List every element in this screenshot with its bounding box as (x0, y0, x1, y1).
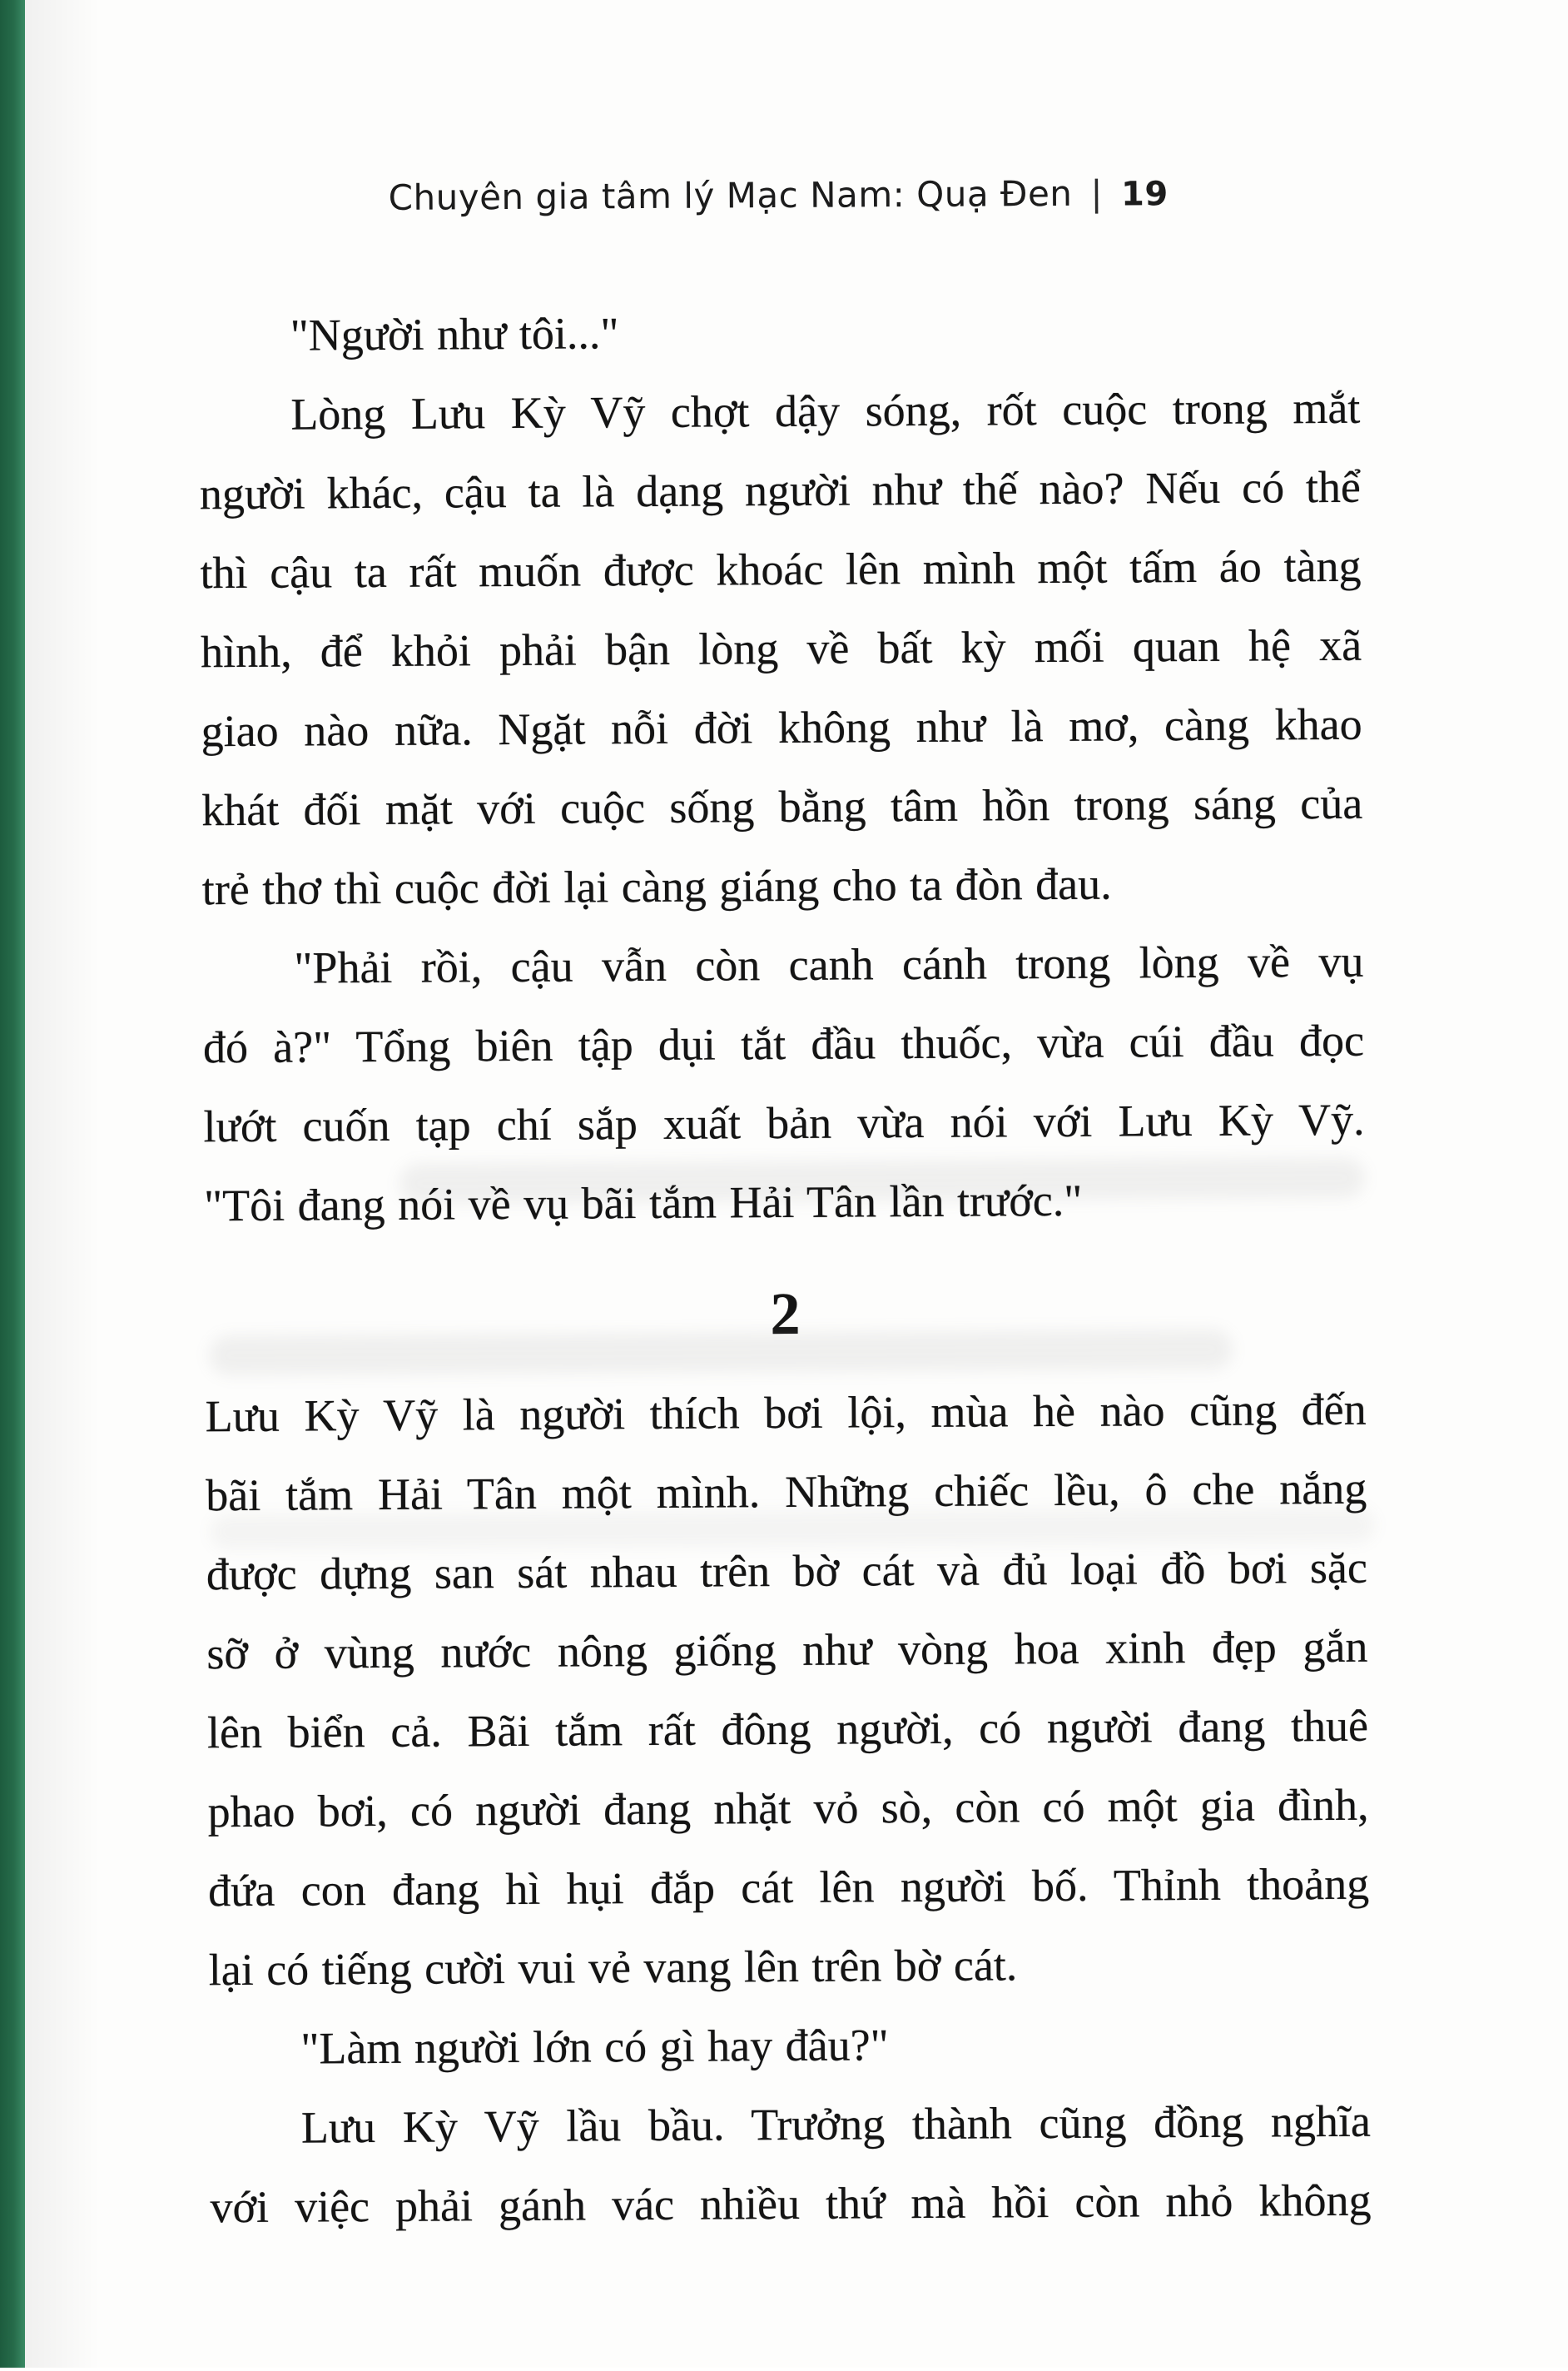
text-line: hình, để khỏi phải bận lòng về bất kỳ mối quan hệ xã (200, 619, 1362, 678)
page-content (196, 0, 1372, 2371)
text-line: "Người như tôi..." (290, 308, 619, 360)
text-line: trẻ thơ thì cuộc đời lại càng giáng cho ta đòn đau. (201, 858, 1112, 915)
text-line: Lưu Kỳ Vỹ là người thích bơi lội, mùa hè nào cũng đến (205, 1384, 1367, 1442)
text-line: lướt cuốn tạp chí sắp xuất bản vừa nói với Lưu Kỳ Vỹ. (203, 1094, 1365, 1152)
text-line: phao bơi, có người đang nhặt vỏ sò, còn có một gia đình, (207, 1779, 1369, 1837)
running-header (198, 167, 1359, 226)
text-line: lên biển cả. Bãi tắm rất đông người, có người đang thuê (206, 1700, 1369, 1758)
text-line: được dựng san sát nhau trên bờ cát và đủ loại đồ bơi sặc (206, 1542, 1368, 1600)
text-line: bãi tắm Hải Tân một mình. Những chiếc lều, ô che nắng (206, 1463, 1367, 1521)
text-line: "Làm người lớn có gì hay đâu?" (300, 2020, 889, 2074)
text-line: đứa con đang hì hụi đắp cát lên người bố. Thỉnh thoảng (207, 1858, 1370, 1916)
text-line: "Phải rồi, cậu vẫn còn canh cánh trong lòng về vụ (294, 936, 1364, 993)
text-line: người khác, cậu ta là dạng người như thế nào? Nếu có thể (199, 461, 1362, 519)
text-line: lại có tiếng cười vui vẻ vang lên trên bờ cát. (208, 1940, 1018, 1996)
body-text-block-2 (205, 1370, 1371, 2248)
text-line: Lòng Lưu Kỳ Vỹ chợt dậy sóng, rốt cuộc trong mắt (290, 382, 1361, 440)
text-line: giao nào nữa. Ngặt nỗi đời không như là mơ, càng khao (201, 698, 1362, 757)
text-line: đó à?" Tổng biên tập dụi tắt đầu thuốc, vừa cúi đầu đọc (202, 1015, 1365, 1073)
text-line: với việc phải gánh vác nhiều thứ mà hồi còn nhỏ không (210, 2175, 1372, 2233)
book-cover-edge (0, 0, 25, 2368)
bleedthrough-smudge (209, 1330, 1233, 1376)
gutter-shadow (25, 0, 100, 2368)
running-title: Chuyên gia tâm lý Mạc Nam: Quạ Đen (388, 172, 1073, 218)
text-line: khát đối mặt với cuộc sống bằng tâm hồn trong sáng của (201, 778, 1363, 836)
text-line: Lưu Kỳ Vỹ lầu bầu. Trưởng thành cũng đồng nghĩa (300, 2095, 1372, 2153)
text-line: thì cậu ta rất muốn được khoác lên mình một tấm áo tàng (200, 540, 1362, 599)
header-separator: | (1090, 172, 1104, 214)
text-line: "Tôi đang nói về vụ bãi tắm Hải Tân lần trước." (203, 1175, 1083, 1231)
text-line: sỡ ở vùng nước nông giống như vòng hoa xinh đẹp gắn (206, 1621, 1368, 1679)
chapter-section-number: 2 (770, 1280, 801, 1348)
page-number: 19 (1120, 175, 1169, 214)
body-text-block-1 (198, 290, 1365, 1246)
